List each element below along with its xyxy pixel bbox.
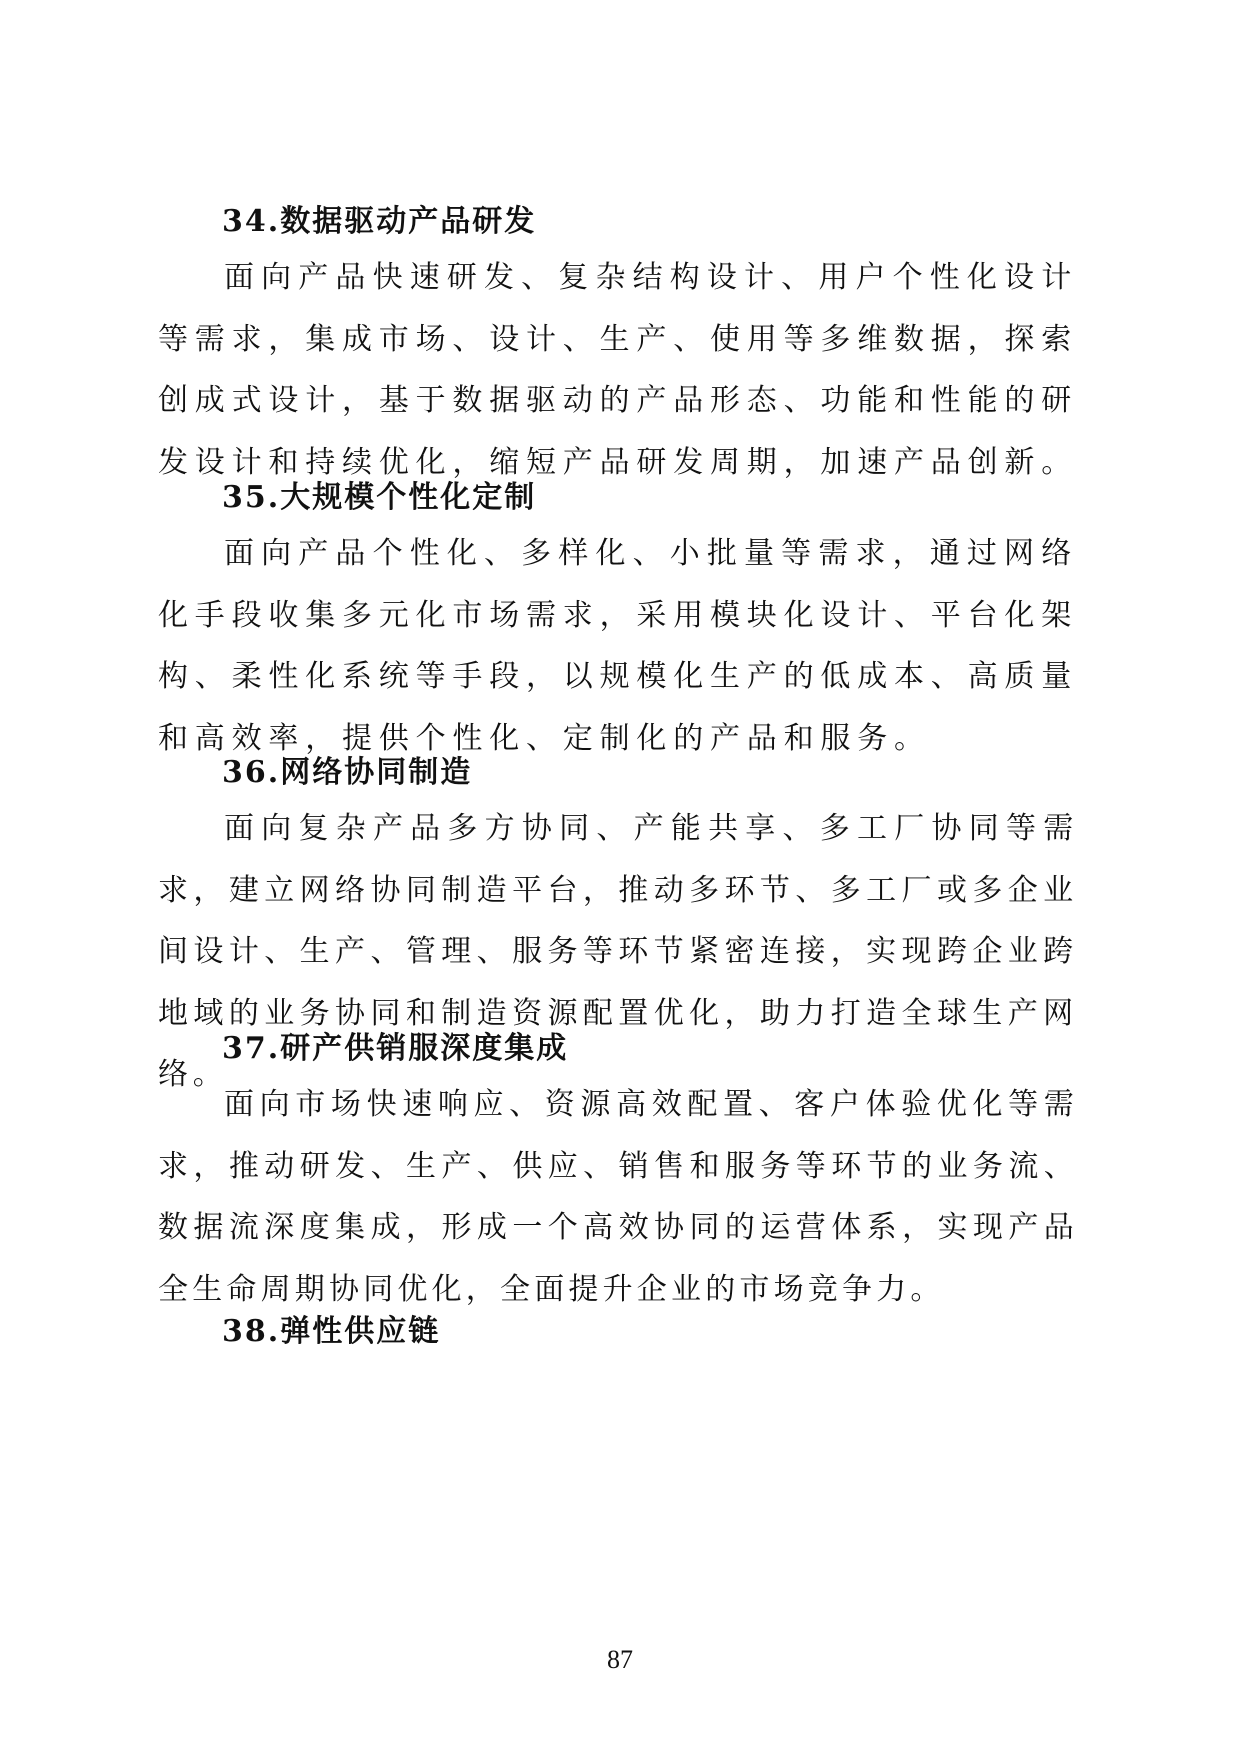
section-heading-36: 36.网络协同制造 — [222, 755, 473, 790]
section-body-34: 面向产品快速研发、复杂结构设计、用户个性化设计等需求，集成市场、设计、生产、使用等多维数据，探索创成式设计，基于数据驱动的产品形态、功能和性能的研发设计和持续优化，缩短产品研发周期，加速产品创新。 — [158, 260, 1078, 480]
section-heading-34: 34.数据驱动产品研发 — [222, 204, 537, 239]
section-heading-35: 35.大规模个性化定制 — [222, 480, 537, 515]
section-body-35: 面向产品个性化、多样化、小批量等需求，通过网络化手段收集多元化市场需求，采用模块化设计、平台化架构、柔性化系统等手段，以规模化生产的低成本、高质量和高效率，提供个性化、定制化的产品和服务。 — [158, 536, 1078, 756]
section-heading-37: 37.研产供销服深度集成 — [222, 1031, 569, 1066]
section-body-36: 面向复杂产品多方协同、产能共享、多工厂协同等需求，建立网络协同制造平台，推动多环节、多工厂或多企业间设计、生产、管理、服务等环节紧密连接，实现跨企业跨地域的业务协同和制造资源配置优化，助力打造全球生产网络。 — [158, 811, 1078, 1092]
page-number: 87 — [607, 1645, 633, 1674]
section-body-37: 面向市场快速响应、资源高效配置、客户体验优化等需求，推动研发、生产、供应、销售和服务等环节的业务流、数据流深度集成，形成一个高效协同的运营体系，实现产品全生命周期协同优化，全面提升企业的市场竞争力。 — [158, 1087, 1078, 1307]
section-heading-38: 38.弹性供应链 — [222, 1314, 441, 1349]
